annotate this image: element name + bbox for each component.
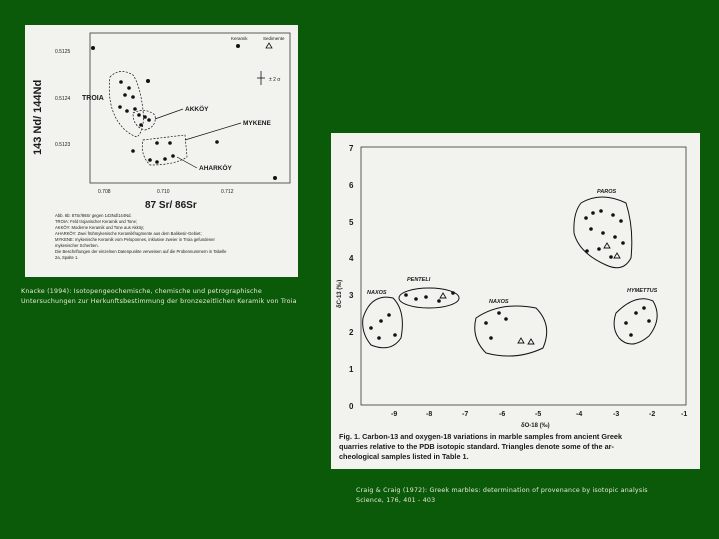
x-tick: -4 <box>576 411 583 418</box>
data-point <box>647 319 651 323</box>
x-tick: -5 <box>535 411 542 418</box>
x-tick: -6 <box>499 411 506 418</box>
data-point <box>619 219 623 223</box>
x-tick: -7 <box>462 411 469 418</box>
data-point <box>611 213 615 217</box>
data-point <box>585 249 589 253</box>
legend-triangle-marker <box>266 43 272 48</box>
x-axis-label: δO-18 (‰) <box>521 423 550 429</box>
figure-caption-line: 2a, Spalte 1. <box>55 255 79 260</box>
plot-frame <box>361 147 686 405</box>
data-point <box>91 46 95 50</box>
data-point <box>451 291 455 295</box>
y-tick: 3 <box>349 291 354 300</box>
data-point <box>597 247 601 251</box>
naxos-left-outline <box>363 297 403 348</box>
data-points <box>91 46 277 180</box>
data-point <box>171 154 175 158</box>
figure-caption-line: Fig. 1. Carbon-13 and oxygen-18 variations in marble samples from ancient Greek <box>339 432 623 441</box>
data-point <box>369 326 373 330</box>
data-point <box>613 235 617 239</box>
y-axis-label: 143 Nd/ 144Nd <box>32 79 44 155</box>
data-point <box>642 306 646 310</box>
data-point <box>437 299 441 303</box>
data-point <box>143 115 147 119</box>
data-point <box>147 118 151 122</box>
label-hymettus: HYMETTUS <box>627 288 658 294</box>
y-tick: 1 <box>349 365 354 374</box>
data-point <box>584 216 588 220</box>
data-point <box>609 255 613 259</box>
y-tick: 0.5125 <box>55 49 71 55</box>
data-point <box>273 176 277 180</box>
naxos-mid-outline <box>475 306 547 356</box>
data-point <box>621 241 625 245</box>
legend-keramik: Keramik <box>231 36 248 41</box>
legend-circle-marker <box>236 44 240 48</box>
y-tick: 0.5124 <box>55 96 71 102</box>
figure-caption-line: AKKÖY: Moderne Keramik und Tone aus Akköy; <box>55 225 145 230</box>
data-points <box>369 209 651 340</box>
data-point <box>163 157 167 161</box>
nd-sr-isotope-figure <box>25 25 298 277</box>
x-tick: 0.710 <box>157 189 170 195</box>
label-penteli: PENTELI <box>407 277 431 283</box>
data-point <box>591 211 595 215</box>
x-tick: 0.708 <box>98 189 111 195</box>
data-point <box>484 321 488 325</box>
label-naxos-mid: NAXOS <box>489 299 509 305</box>
data-point <box>131 95 135 99</box>
data-point <box>133 107 137 111</box>
marble-isotope-plot <box>331 133 700 469</box>
data-point <box>127 86 131 90</box>
left-citation-line: Knacke (1994): Isotopengeochemische, chemische und petrographische <box>21 288 262 295</box>
y-tick: 6 <box>349 181 354 190</box>
data-point <box>168 141 172 145</box>
penteli-outline <box>399 288 459 308</box>
x-tick: -2 <box>649 411 656 418</box>
data-point <box>146 79 150 83</box>
figure-caption-line: quarries relative to the PDB isotopic standard. Triangles denote some of the ar- <box>339 442 614 451</box>
y-tick: 2 <box>349 328 354 337</box>
legend-sedimente: Sedimente <box>263 36 285 41</box>
triangle-marker <box>440 293 446 298</box>
data-point <box>624 321 628 325</box>
figure-caption-line: MYKENE: mykenische Keramik vom Peloponnes, inklusive zweier in Troia gefundener <box>55 237 215 242</box>
figure-caption-line: Die Beschriftungen der einzelnen Datenpunkte verweisen auf die Probennummern in Tabelle <box>55 249 227 254</box>
triangle-marker <box>604 243 610 248</box>
data-point <box>634 311 638 315</box>
data-point <box>393 333 397 337</box>
data-point <box>504 317 508 321</box>
data-point <box>118 105 122 109</box>
figure-caption-line: Abb. 6b: 87Sr/86Sr gegen 143Nd/144Nd. <box>55 213 132 218</box>
triangle-marker <box>614 253 620 258</box>
x-tick: -9 <box>391 411 398 418</box>
data-point <box>139 123 143 127</box>
data-point <box>599 209 603 213</box>
akkoy-field-outline <box>133 110 155 130</box>
data-point <box>489 336 493 340</box>
label-troia: TROIA <box>82 95 104 102</box>
y-axis-label: δC-13 (‰) <box>337 279 343 308</box>
data-point <box>379 319 383 323</box>
y-tick: 0 <box>349 402 354 411</box>
label-paros: PAROS <box>597 189 617 195</box>
data-point <box>589 227 593 231</box>
x-axis-label: 87 Sr/ 86Sr <box>145 200 197 211</box>
data-point <box>424 295 428 299</box>
data-point <box>215 140 219 144</box>
right-citation-line: Craig & Craig (1972): Greek marbles: determination of provenance by isotopic analysis <box>356 487 648 494</box>
right-citation-line: Science, 176, 401 - 403 <box>356 497 436 504</box>
figure-caption-line: AHARKÖY: Zwei frühmykenische Keramikfragmente aus dem Balıkesir-Gebiet; <box>55 231 202 236</box>
label-aharkoy: AHARKÖY <box>199 165 232 172</box>
y-tick: 0.5123 <box>55 142 71 148</box>
sigma-label: ± 2 σ <box>269 77 281 83</box>
data-point <box>387 313 391 317</box>
x-tick: -3 <box>613 411 620 418</box>
data-point <box>497 311 501 315</box>
x-tick: -8 <box>426 411 433 418</box>
y-tick: 5 <box>349 218 354 227</box>
data-point <box>125 109 129 113</box>
left-citation <box>21 287 297 307</box>
data-point <box>119 80 123 84</box>
x-tick: 0.712 <box>221 189 234 195</box>
data-point <box>148 158 152 162</box>
figure-caption-line: cheological samples listed in Table 1. <box>339 452 469 461</box>
y-tick: 4 <box>349 254 354 263</box>
data-point <box>404 293 408 297</box>
triangle-marker <box>528 339 534 344</box>
triangle-marker <box>518 338 524 343</box>
data-point <box>601 231 605 235</box>
data-point <box>137 113 141 117</box>
nd-sr-plot <box>25 25 298 277</box>
label-mykene: MYKENE <box>243 120 271 127</box>
y-tick: 7 <box>349 144 354 153</box>
data-point <box>377 336 381 340</box>
data-point <box>123 93 127 97</box>
data-point <box>629 333 633 337</box>
x-tick: -1 <box>681 411 688 418</box>
figure-caption-line: mykenischer Scherben. <box>55 243 99 248</box>
data-point <box>155 160 159 164</box>
data-point <box>155 141 159 145</box>
left-citation-line: Untersuchungen zur Herkunftsbestimmung der bronzezeitlichen Keramik von Troia <box>21 298 297 305</box>
data-point <box>414 297 418 301</box>
data-point <box>131 149 135 153</box>
right-citation <box>356 486 648 506</box>
marble-isotope-figure <box>331 133 700 469</box>
figure-caption-line: TROIA: Feld trojanischer Keramik und Tone; <box>55 219 138 224</box>
label-naxos-left: NAXOS <box>367 290 387 296</box>
label-akkoy: AKKÖY <box>185 106 209 113</box>
